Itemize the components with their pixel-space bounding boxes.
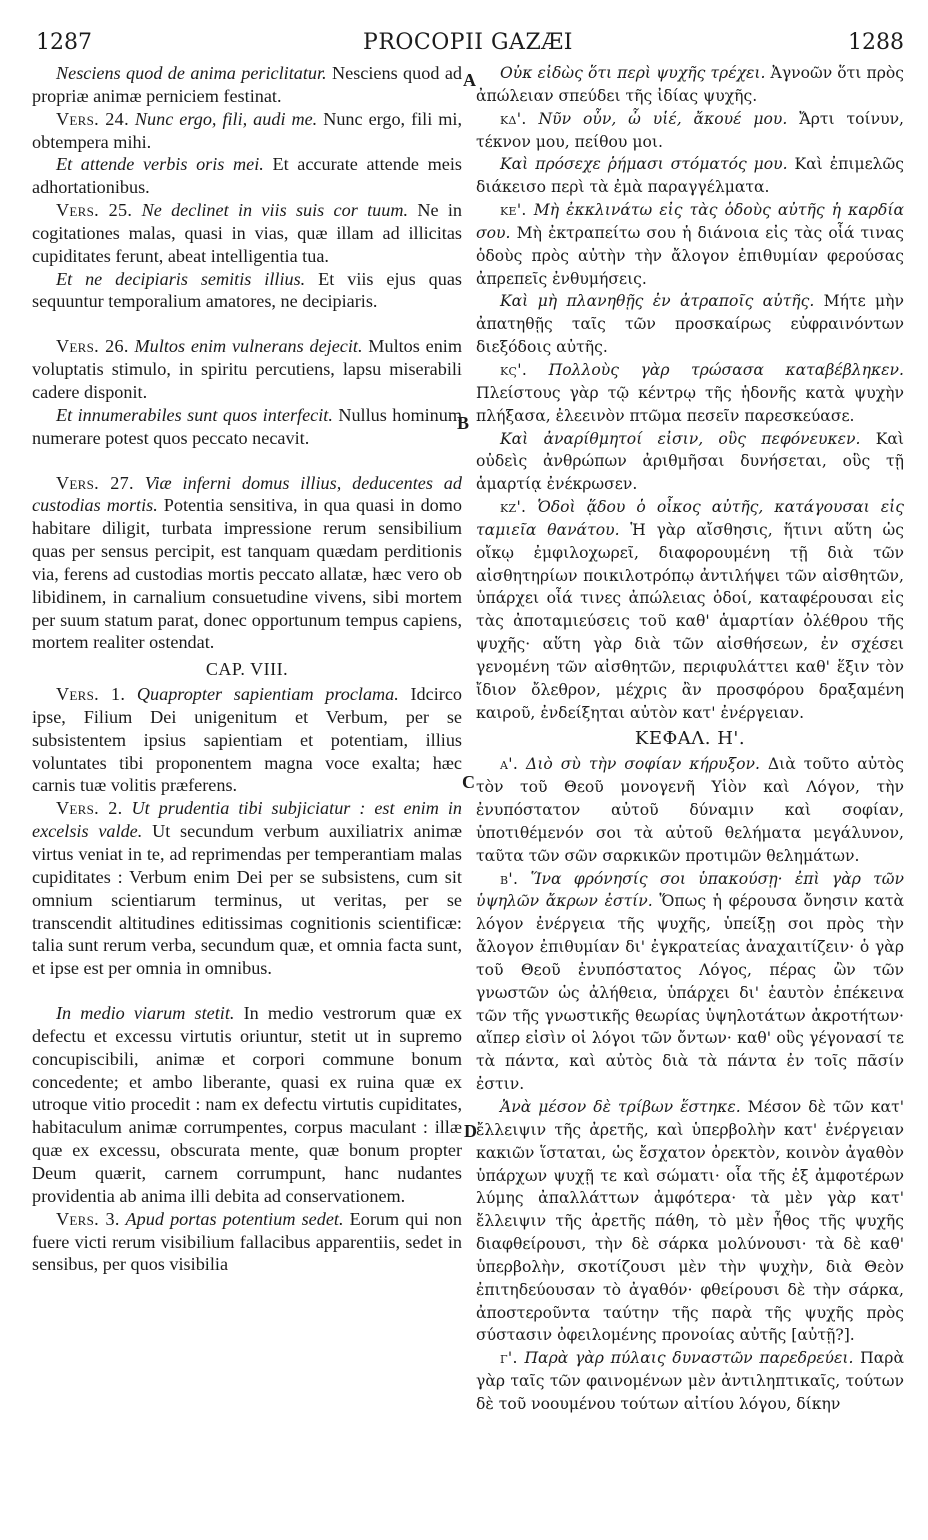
commentary-text: Ne in cogitationes malas, quasi in vias, quæ illam ad illicitas cupiditates ferunt, abeat intelligentia tua. — [32, 200, 462, 266]
verse-number: Vers. 24. — [56, 108, 129, 129]
verse-paragraph — [476, 290, 904, 359]
commentary-text: Idcirco ipse, Filium Dei unigenitum et Verbum, per se subsistentem ipsius sapientiam et potentiam, illius voluntates tibi proponentem magna voce exalta; hæc carnis tuæ volitis præferens. — [32, 684, 462, 796]
right-page-number: 1288 — [848, 30, 904, 55]
verse-paragraph — [476, 359, 904, 428]
paragraph-gap — [32, 313, 462, 335]
scripture-lemma: Multos enim vulnerans dejecit. — [128, 336, 363, 357]
scripture-lemma: Ἀνὰ μέσον δὲ τρίβων ἕστηκε. — [500, 1097, 741, 1116]
verse-paragraph — [476, 753, 904, 867]
verse-paragraph — [476, 868, 904, 1096]
verse-number: γ'. — [500, 1349, 518, 1368]
verse-paragraph — [476, 199, 904, 290]
scripture-lemma: Ἵνα φρόνησίς σοι ὑπακούσῃ· ἐπὶ γὰρ τῶν ὑψηλῶν ἄκρων ἐστίν. — [476, 869, 904, 911]
scripture-lemma: Παρὰ γὰρ πύλαις δυναστῶν παρεδρεύει. — [517, 1349, 854, 1368]
verse-number: κζ'. — [500, 498, 527, 517]
scripture-lemma: Ut prudentia tibi subjiciatur : est enim in excelsis valde. — [32, 798, 462, 842]
commentary-text: Nunc ergo, fili mi, obtempera mihi. — [32, 108, 462, 152]
verse-paragraph — [32, 472, 462, 655]
commentary-text: Μέσον δὲ τῶν κατ' ἔλλειψιν τῆς ἀρετῆς, καὶ ὑπερβολὴν κατ' ἐνέργειαν κακιῶν ἵσταται, ὡς ἔσχατον ὀρεκτὸν, κοινὸν ἀγαθὸν ὑπάρχων ψυχῇ τε καὶ σώματι· οἷα τῆς ἐξ ἀμφοτέρων λύμης ἀπαλλάττων ἀμφότερα· τὰ μὲν γὰρ κατ' ἔλλειψιν τῆς ἀρετῆς πάθη, τὸ μὲν ἦθος τῆς ψυχῆς διαφθείρουσι, τὴν δὲ σάρκα μολύνουσι· τὰ δὲ καθ' ὑπερβολὴν, σκοτίζουσι μὲν τὴν ψυχὴν, διὰ Θεὸν ἐπιτηδεύουσαν τὸ ἀγαθόν· φθείρουσι δὲ τὴν σάρκα, ἀποστεροῦντα ταύτην τῆς παρὰ τῆς ψυχῆς πρὸς σύστασιν ὀφειλομένης προνοίας αὐτῆς [αὐτῇ?]. — [476, 1097, 904, 1345]
verse-number: Vers. 26. — [56, 336, 129, 357]
scripture-lemma: Et ne decipiaris semitis illius. — [56, 268, 306, 289]
commentary-text: Μήτε μὴν ἀπατηθῇς ταῖς τῶν προσκαίρως εὐφραινόντων διεξόδοις αὐτῆς. — [476, 292, 904, 357]
scripture-lemma: Et attende verbis oris mei. — [56, 154, 264, 175]
column-marker: A — [463, 70, 476, 90]
commentary-text: Ἄρτι τοίνυν, τέκνον μου, πείθου μοι. — [476, 109, 905, 151]
scripture-lemma: Καὶ πρόσεχε ῥήμασι στόματός μου. — [500, 155, 788, 174]
scripture-lemma: Οὐκ εἰδὼς ὅτι περὶ ψυχῆς τρέχει. — [500, 64, 766, 82]
scripture-lemma: Viæ inferni domus illius, deducentes ad custodias mortis. — [32, 472, 462, 516]
commentary-text: Ἀγνοῶν ὅτι πρὸς ἀπώλειαν σπεύδει τῆς ἰδίας ψυχῆς. — [476, 64, 905, 105]
verse-number: Vers. 2. — [56, 798, 123, 819]
commentary-text: Παρὰ γὰρ ταῖς τῶν φαινομένων μὲν ἀντιληπτικαῖς, τούτων δὲ τοῦ νοουμένου τούτων αἰτίου λόγου, δίκην — [476, 1349, 904, 1413]
verse-paragraph — [32, 199, 462, 268]
verse-paragraph — [32, 1002, 462, 1208]
verse-number: κε'. — [500, 201, 527, 220]
verse-paragraph — [32, 683, 462, 797]
commentary-text: Πλείστους γὰρ τῷ κέντρῳ τῆς ἡδονῆς κατὰ ψυχὴν πλήξασα, ἐλεεινὸν πτῶμα πεσεῖν παρεσκεύασε. — [476, 383, 904, 425]
verse-number: κϛ'. — [500, 360, 528, 379]
scripture-lemma: Πολλοὺς γὰρ τρώσασα καταβέβληκεν. — [527, 360, 904, 379]
commentary-text: Et viis ejus quas sequuntur temporalium amatores, ne decipiaris. — [32, 268, 462, 312]
paragraph-gap — [32, 980, 462, 1002]
commentary-text: Nesciens quod ad propriæ animæ perniciem festinat. — [32, 63, 462, 106]
commentary-text: Multos enim voluptatis stimulo, in spiritu percutiens, lapsu miserabili cadere disponit. — [32, 336, 462, 402]
commentary-text: Μὴ ἐκτραπείτω σου ἡ διάνοια εἰς τὰς οἷά τινας ὁδοὺς πρὸς αὐτὴν τὴν ἄλογον ἐπιθυμίαν φερούσας ἀπρεπεῖς ἐνθυμήσεις. — [476, 223, 904, 288]
scripture-lemma: Διὸ σὺ τὴν σοφίαν κήρυξον. — [518, 755, 760, 774]
commentary-text: Nullus hominum numerare potest quos peccato necavit. — [32, 404, 463, 448]
page-header — [32, 12, 904, 55]
scripture-lemma: Καὶ ἀναρίθμητοί εἰσιν, οὓς πεφόνευκεν. — [500, 429, 861, 448]
chapter-heading: ΚΕΦΑΛ. Η'. — [634, 728, 746, 750]
verse-paragraph — [476, 1096, 904, 1347]
running-title: PROCOPII GAZÆI — [363, 30, 573, 55]
verse-number: α'. — [500, 755, 519, 774]
scripture-lemma: Καὶ μὴ πλανηθῇς ἐν ἀτραποῖς αὐτῆς. — [500, 292, 815, 311]
verse-paragraph — [476, 62, 904, 108]
verse-paragraph — [476, 108, 904, 154]
scripture-lemma: Nesciens quod de anima periclitatur. — [56, 63, 327, 83]
verse-paragraph — [32, 108, 462, 154]
verse-number: Vers. 1. — [56, 684, 126, 705]
scripture-lemma: Ὁδοὶ ᾅδου ὁ οἶκος αὐτῆς, κατάγουσαι εἰς ταμιεῖα θανάτου. — [476, 498, 904, 539]
latin-column — [32, 62, 462, 1276]
scripture-lemma: Ne declinet in viis suis cor tuum. — [132, 200, 409, 221]
scripture-lemma: Μὴ ἐκκλινάτω εἰς τὰς ὁδοὺς αὐτῆς ἡ καρδία σου. — [476, 201, 904, 242]
verse-number: Vers. 25. — [56, 200, 133, 221]
verse-paragraph — [476, 153, 904, 199]
commentary-text: In medio vestrorum quæ ex defectu et excessu virtutis oriuntur, stetit ut in supremo concupiscibili, animæ et corpori commune bonum concedente; et ambo liberante, quasi ex ruina quæ ex utroque vitio procedit : nam ex defectu virtutis cupiditates, habitaculum animæ corrumpentes, corpus maculant : illæ quæ ex excessu, obscurata mente, quæ bonum propter Deum quærit, carnem corrumpunt, hanc nudantes providentia ab anima illi debita ad conservationem. — [32, 1003, 462, 1206]
commentary-text: Καὶ ἐπιμελῶς διάκεισο περὶ τὰ ἐμὰ παραγγέλματα. — [476, 155, 904, 197]
scripture-lemma: Apud portas potentium sedet. — [119, 1208, 344, 1229]
verse-paragraph — [32, 62, 462, 108]
column-marker: B — [457, 413, 470, 433]
left-page-number: 1287 — [36, 30, 92, 55]
verse-paragraph — [32, 335, 462, 404]
verse-paragraph — [32, 153, 462, 199]
commentary-text: Et accurate attende meis adhortationibus. — [32, 154, 462, 198]
commentary-text: Ἡ γὰρ αἴσθησις, ἥτινι αὕτη ὡς οἴκῳ ἐμφιλοχωρεῖ, διαφορουμένη τῇ διὰ τῶν αἰσθητηρίων ποικιλοτρόπῳ ἀντιλήψει τῶν αἰσθητῶν, ὑπάρχει οἷά τινες ἀπώλειας ὁδοί, καταφέρουσαι εἰς τὰς ἀποταμιεύσεις τοῦ καθ' ἁμαρτίαν ὀλέθρου τῆς ψυχῆς· αὕτη γὰρ διὰ τῶν αἰσθήσεων, ἐν σχέσει γενομένη τῶν αἰσθητῶν, περιφυλάττει καθ' ἕξιν τὸν ἴδιον ὄλεθρον, μέχρις ἂν προσφόρου δραξαμένη καιροῦ, ἐνδείξηται αὐτὸν κατ' ἐνέργειαν. — [476, 520, 904, 722]
scripture-lemma: In medio viarum stetit. — [56, 1003, 235, 1024]
verse-paragraph — [476, 1347, 904, 1416]
chapter-heading: CAP. VIII. — [205, 659, 289, 680]
verse-paragraph — [32, 1208, 462, 1277]
scripture-lemma: Νῦν οὖν, ὦ υἱέ, ἄκουέ μου. — [526, 109, 788, 128]
scripture-lemma: Et innumerabiles sunt quos interfecit. — [56, 404, 333, 425]
column-marker: D — [464, 1121, 477, 1141]
paragraph-gap — [32, 450, 462, 472]
commentary-text: Potentia sensitiva, in qua quasi in domo habitare diligit, turbata impressione rerum sensibilium quas per sensus percipit, est tanquam quædam perditionis via, ferens ad custodias mortis peccato allatæ, hæc vero ob libidinem, in carnalium consuetudine vivens, sibi mortem per suum statum parat, donec opportunum tempus capiens, mortem realiter ostendat. — [32, 495, 462, 653]
scripture-lemma: Nunc ergo, fili, audi me. — [128, 108, 318, 129]
verse-number: Vers. 3. — [56, 1208, 120, 1229]
scripture-lemma: Quapropter sapientiam proclama. — [125, 684, 399, 705]
verse-paragraph — [476, 496, 904, 724]
verse-number: Vers. 27. — [56, 472, 134, 493]
commentary-text: Ut secundum verbum auxiliatrix animæ virtus veniat in te, ad reprimendas per temperantiam malas cupiditates : Verbum enim Dei per se subsistens, cum sit omnium scientiarum terminus, ut veritas, per se transcendit altitudines editissimas cognitionis scientificæ: talia sunt rerum verba, secundum quæ, et omnia facta sunt, et ipse est per omnia in omnibus. — [32, 821, 462, 979]
commentary-text: Eorum qui non fuere victi rerum visibilium fallacibus apparentiis, sedet in sensibus, per quos visibilia — [32, 1208, 462, 1275]
verse-number: κδ'. — [500, 109, 527, 128]
verse-number: β'. — [500, 869, 519, 888]
commentary-text: Διὰ τοῦτο αὐτὸς τὸν τοῦ Θεοῦ μονογενῆ Υἱὸν καὶ Λόγον, τὴν ἐνυπόστατον αὐτοῦ δύναμιν καὶ σοφίαν, ὑποτιθέμενόν σοι τὰ αὐτοῦ θελήματα μεγάλυνον, ταῦτα τῶν σῶν σαρκικῶν προτιμῶν θελημάτων. — [476, 755, 905, 865]
greek-column — [476, 62, 904, 1416]
column-marker: C — [462, 772, 475, 792]
verse-paragraph — [476, 428, 904, 497]
verse-paragraph — [32, 797, 462, 980]
commentary-text: Καὶ οὐδεὶς ἀνθρώπων ἀριθμῆσαι δυνήσεται, οὓς τῇ ἁμαρτίᾳ ἐνέκρωσεν. — [476, 429, 904, 494]
commentary-text: Ὅπως ἡ φέρουσα ὄνησιν κατὰ λόγον ἐνέργεια τῆς ψυχῆς, ὑπείξῃ σοι πρὸς τὴν ἄλογον ἐπιθυμίαν δι' ἐγκρατείας ἀναχαιτίζειν· ὁ γὰρ τοῦ Θεοῦ ἐνυπόστατος Λόγος, πέρας ὢν τῶν γνωστῶν ὡς ἀλήθεια, ὑπάρχει δι' ἑαυτὸν ἐπέκεινα τῶν τῆς γνωστικῆς θεωρίας ὑψηλοτάτων ἀκροτήτων· αἵπερ εἰσὶν οἱ λόγοι τῶν ὄντων· καθ' οὓς γέγονασί τε τὰ πάντα, καὶ αὐτὸς διὰ τὰ πάντα ἐν τοῖς πᾶσίν ἐστιν. — [476, 892, 904, 1094]
verse-paragraph — [32, 268, 462, 314]
verse-paragraph — [32, 404, 462, 450]
